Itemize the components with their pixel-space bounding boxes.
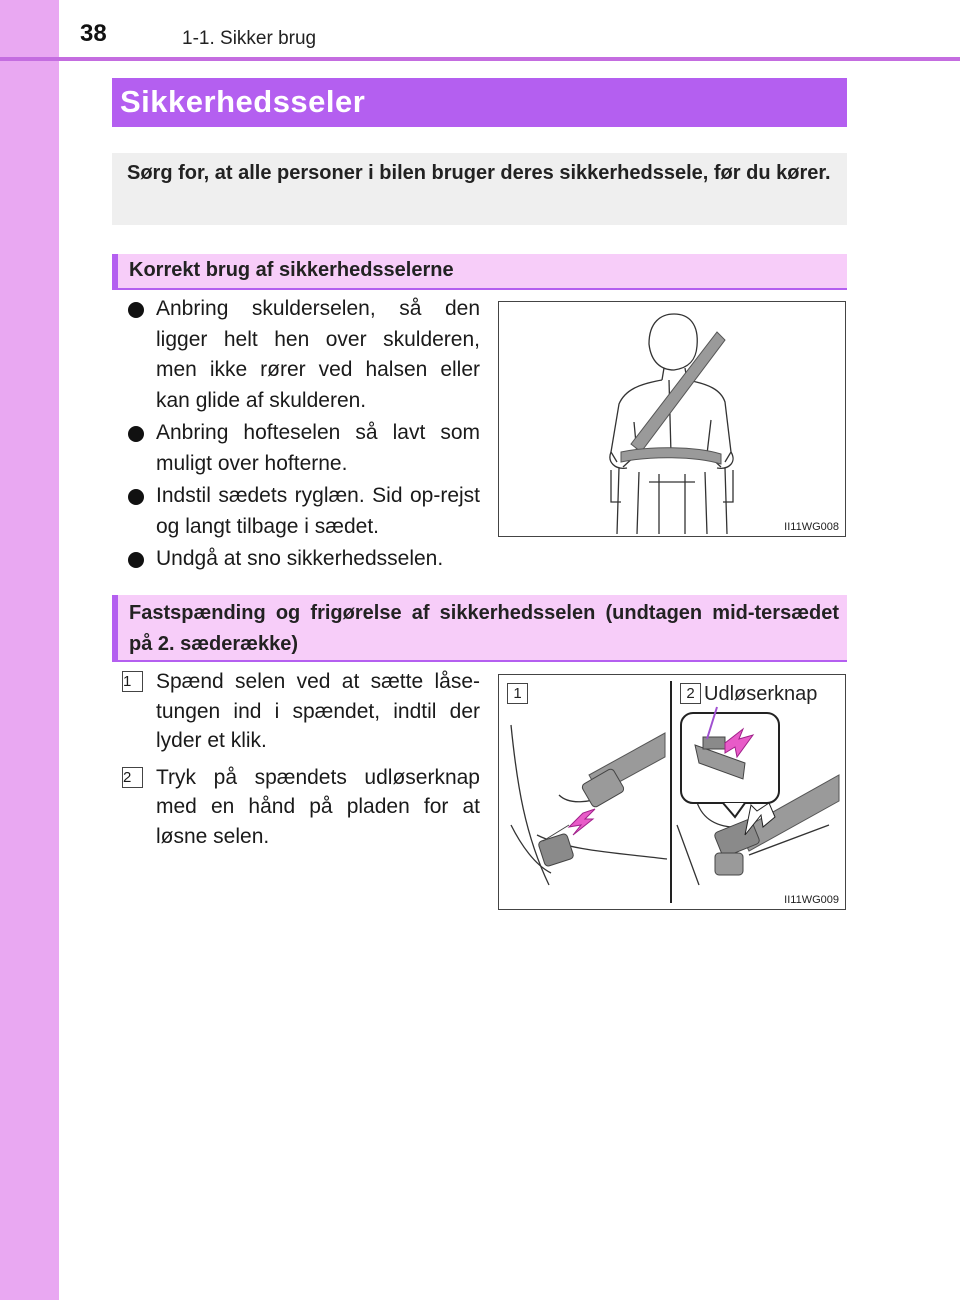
bullet-list — [128, 294, 480, 577]
figure-step-1-label: 1 — [507, 683, 528, 704]
buckle-drawing — [499, 675, 845, 909]
figure-step-2-label: 2 — [680, 683, 701, 704]
section-heading-text: Korrekt brug af sikkerhedsselerne — [129, 259, 454, 281]
page-title: Sikkerhedsseler — [120, 84, 366, 119]
bullet-dot-icon — [128, 302, 144, 318]
side-color-band — [0, 0, 59, 1300]
figure-code: II11WG009 — [784, 894, 839, 906]
bullet-dot-icon — [128, 426, 144, 442]
release-button-label: Udløserknap — [704, 683, 818, 705]
buckle-illustration — [498, 674, 846, 910]
step-list — [122, 667, 480, 858]
seated-person-illustration — [498, 301, 846, 537]
page-title-bar — [112, 78, 847, 127]
section-heading-fastening — [112, 595, 847, 662]
bullet-dot-icon — [128, 489, 144, 505]
figure-code: II11WG008 — [784, 521, 839, 533]
intro-text: Sørg for, at alle personer i bilen bruger deres sikkerhedssele, før du kører. — [127, 162, 831, 184]
list-item: 2 Tryk på spændets udløserknap med en hånd på pladen for at løsne selen. — [123, 765, 480, 848]
step-number: 2 — [122, 767, 143, 788]
list-item: 1 Spænd selen ved at sætte låse-tungen ind i spændet, indtil der lyder et klik. — [123, 670, 480, 752]
list-item: Undgå at sno sikkerhedsselen. — [128, 544, 480, 575]
chapter-title: 1-1. Sikker brug — [182, 28, 317, 49]
intro-box — [112, 153, 847, 225]
bullet-dot-icon — [128, 552, 144, 568]
section-heading-correct-use — [112, 254, 847, 290]
section-heading-text: Fastspænding og frigørelse af sikkerhedsselen (undtagen mid-tersædet på 2. sæderække) — [129, 602, 839, 655]
list-item: Anbring hofteselen så lavt som muligt over hofterne. — [128, 418, 480, 479]
step-number: 1 — [122, 671, 143, 692]
list-item: Anbring skulderselen, så den ligger helt hen over skulderen, men ikke rører ved halsen eller kan glide af skulderen. — [128, 294, 480, 416]
seated-person-drawing — [499, 302, 845, 536]
page-number: 38 — [80, 20, 107, 47]
header-rule — [0, 57, 960, 61]
list-item: Indstil sædets ryglæn. Sid op-rejst og langt tilbage i sædet. — [128, 481, 480, 542]
